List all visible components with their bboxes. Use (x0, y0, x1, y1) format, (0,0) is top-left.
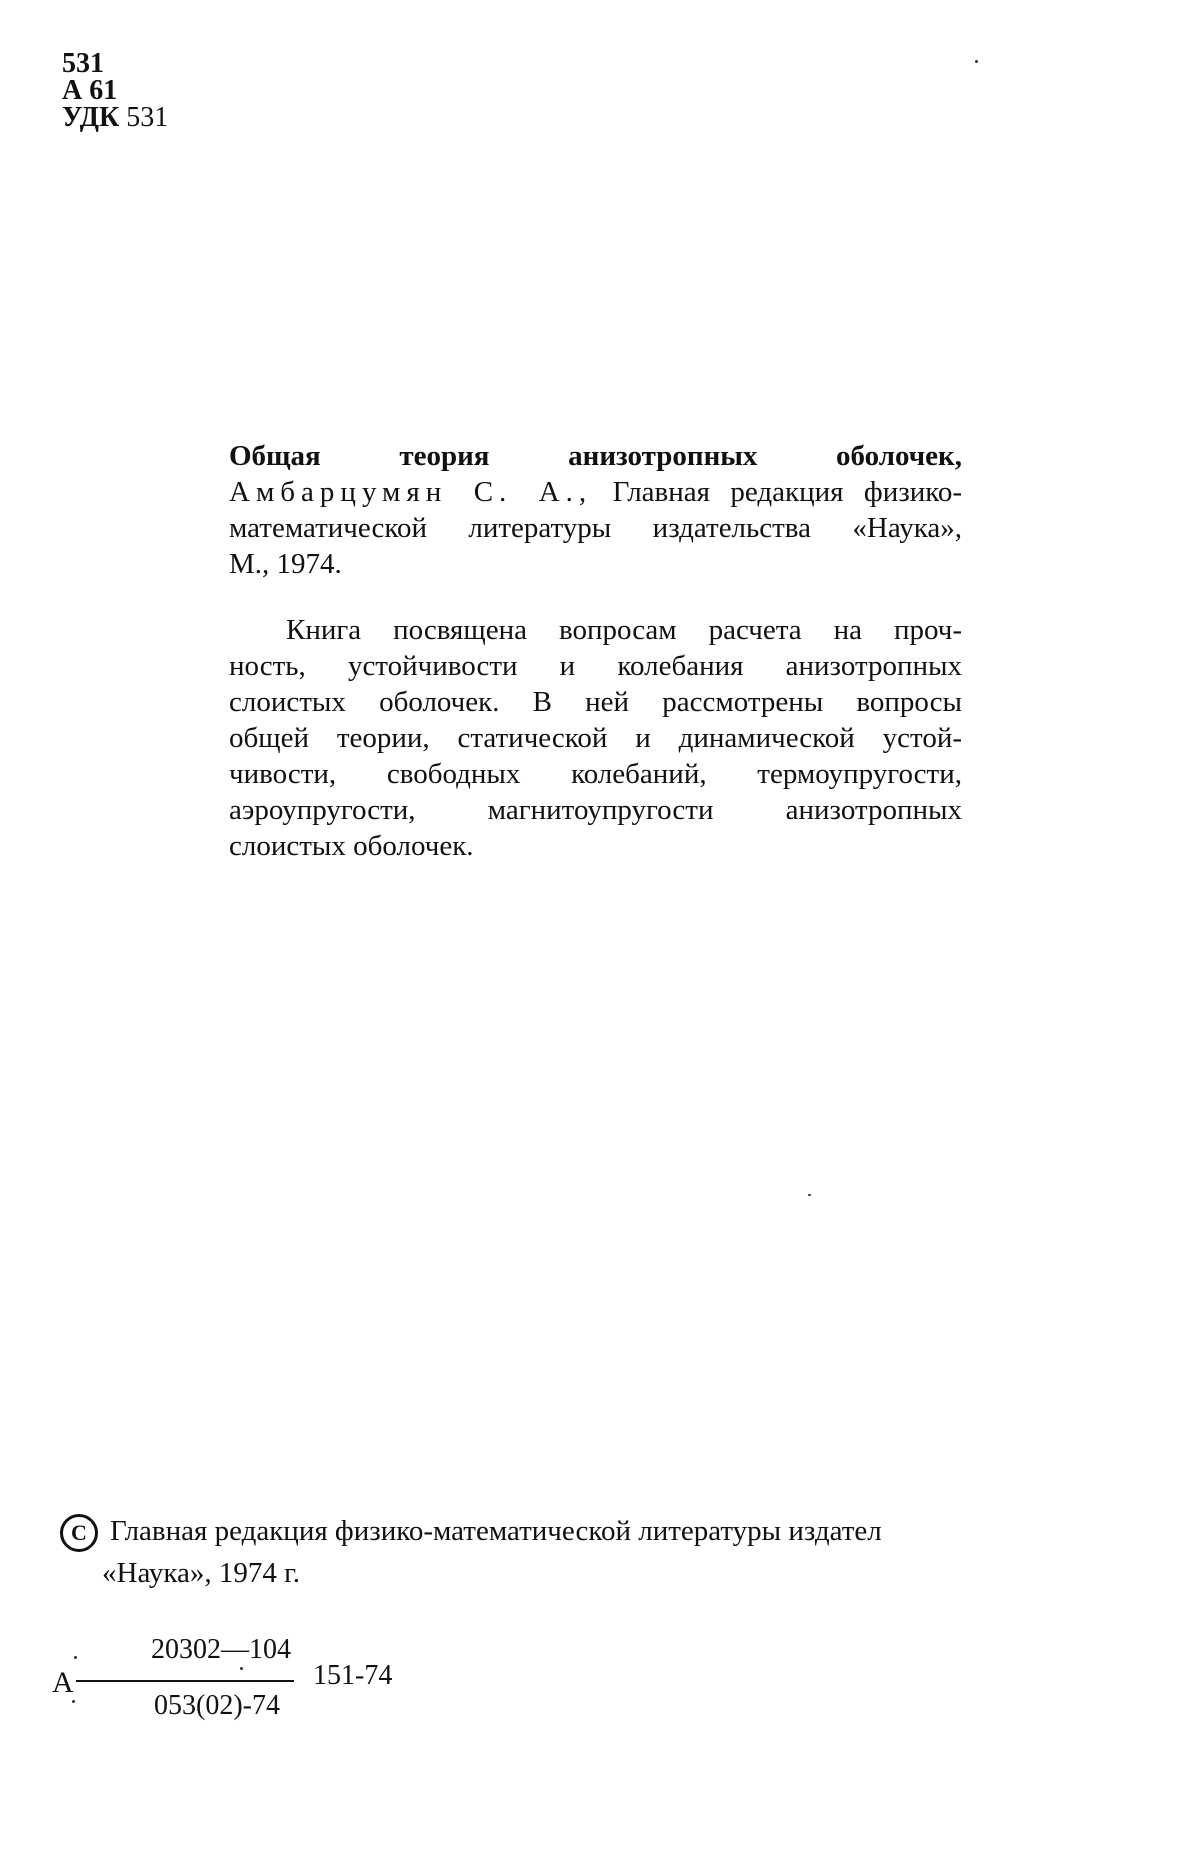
udk-line (62, 104, 168, 131)
index-suffix: 151-74 (313, 1660, 393, 1691)
annotation-line: ность, устойчивости и колебания анизотропных (229, 650, 962, 682)
copyright-holder: Главная редакция физико-математической литературы издател (110, 1515, 882, 1547)
index-denominator: 053(02)-74 (154, 1690, 280, 1721)
publisher-part1: Главная редакция физико- (612, 476, 962, 508)
annotation (229, 612, 962, 864)
book-title: Общая теория анизотропных оболочек, (229, 440, 962, 472)
index-numerator: 20302—104 (151, 1634, 291, 1665)
annotation-line: аэроупругости, магнитоупругости анизотропных (229, 794, 962, 826)
annotation-line: слоистых оболочек. В ней рассмотрены вопросы (229, 686, 962, 718)
place-year: М., 1974. (229, 548, 342, 580)
author-name: Амбарцумян С. А., (229, 476, 593, 508)
index-letter: А (52, 1666, 74, 1699)
copyright-line-1 (60, 1510, 1160, 1552)
bibliographic-description (229, 438, 962, 582)
scan-speck (808, 1194, 811, 1196)
publication-index (52, 1634, 452, 1744)
scan-speck (72, 1700, 75, 1703)
annotation-line: общей теории, статической и динамической устой- (229, 722, 962, 754)
annotation-line: чивости, свободных колебаний, термоупругости, (229, 758, 962, 790)
copyright-line-2: «Наука», 1974 г. (102, 1557, 300, 1590)
udk-code: 531 (126, 102, 169, 133)
scan-speck (74, 1656, 77, 1659)
annotation-line: слоистых оболочек. (229, 830, 474, 862)
udk-label: УДК (62, 102, 120, 133)
annotation-line: Книга посвящена вопросам расчета на проч- (286, 614, 962, 646)
classification-code: 531 (62, 48, 104, 79)
scan-speck (240, 1667, 243, 1670)
copyright-icon: C (60, 1514, 98, 1552)
scan-speck (975, 60, 978, 63)
author-publisher-line (229, 474, 962, 510)
fraction-bar (76, 1680, 294, 1682)
copyright-notice (60, 1510, 1160, 1594)
author-mark: А 61 (62, 75, 118, 106)
publisher-part2: математической литературы издательства «Наука», (229, 512, 962, 544)
classification-block (62, 50, 168, 131)
